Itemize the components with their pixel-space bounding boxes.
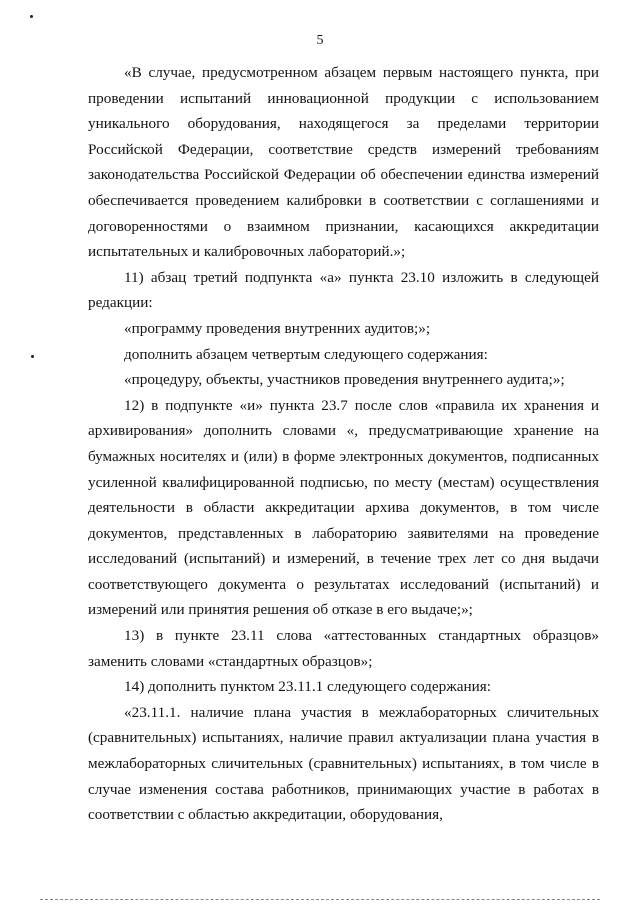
paragraph-audit-procedure: «процедуру, объекты, участников проведения внутреннего аудита;»;: [124, 371, 565, 389]
paragraph-clause-23-11-1: «23.11.1. наличие плана участия в межлабораторных сличительных (сравнительных) испытаниях, наличие правил актуализации плана участия в межлабораторных сличительных (сравнительных) испытаниях, в том числе в случае изменения состава работников, принимающих участие в работах в соответствии с областью аккредитации, оборудования,: [88, 703, 599, 824]
scan-mark-top: [30, 15, 33, 18]
paragraph-quote-calibration: «В случае, предусмотренном абзацем первым настоящего пункта, при проведении испытаний инновационной продукции с использованием уникального оборудования, находящегося за пределами территории Российской Федерации, соответствие средств измерений требованиям законодательства Российской Федерации об обеспечении единства измерений обеспечивается проведением калибровки в соответствии с соглашениями и договоренностями о взаимном признании, касающихся аккредитации испытательных и калибровочных лабораторий.»;: [88, 64, 599, 261]
scan-edge-line: [40, 899, 600, 901]
page-number: 5: [316, 33, 324, 48]
paragraph-item-12: 12) в подпункте «и» пункта 23.7 после слов «правила их хранения и архивирования» дополнить словами «, предусматривающие хранение на бумажных носителях и (или) в форме электронных документов, подписанных усиленной квалифицированной подписью, по месту (местам) осуществления деятельности в области аккредитации архива документов, в том числе документов, представленных в лабораторию заявителями на проведение исследований (испытаний) и измерений, в течение трех лет со дня выдачи соответствующего документа о результатах исследований (испытаний) и измерений или принятия решения об отказе в его выдаче;»;: [88, 396, 599, 619]
paragraph-item-11: 11) абзац третий подпункта «а» пункта 23.10 изложить в следующей редакции:: [88, 268, 599, 312]
paragraph-add-fourth-clause: дополнить абзацем четвертым следующего содержания:: [124, 345, 488, 363]
document-body: [88, 60, 599, 828]
paragraph-internal-audit-program: «программу проведения внутренних аудитов;»;: [124, 319, 431, 337]
paragraph-item-13: 13) в пункте 23.11 слова «аттестованных стандартных образцов» заменить словами «стандартных образцов»;: [88, 627, 599, 670]
scan-mark-middle: [31, 355, 34, 358]
paragraph-item-14: 14) дополнить пунктом 23.11.1 следующего содержания:: [124, 678, 491, 696]
